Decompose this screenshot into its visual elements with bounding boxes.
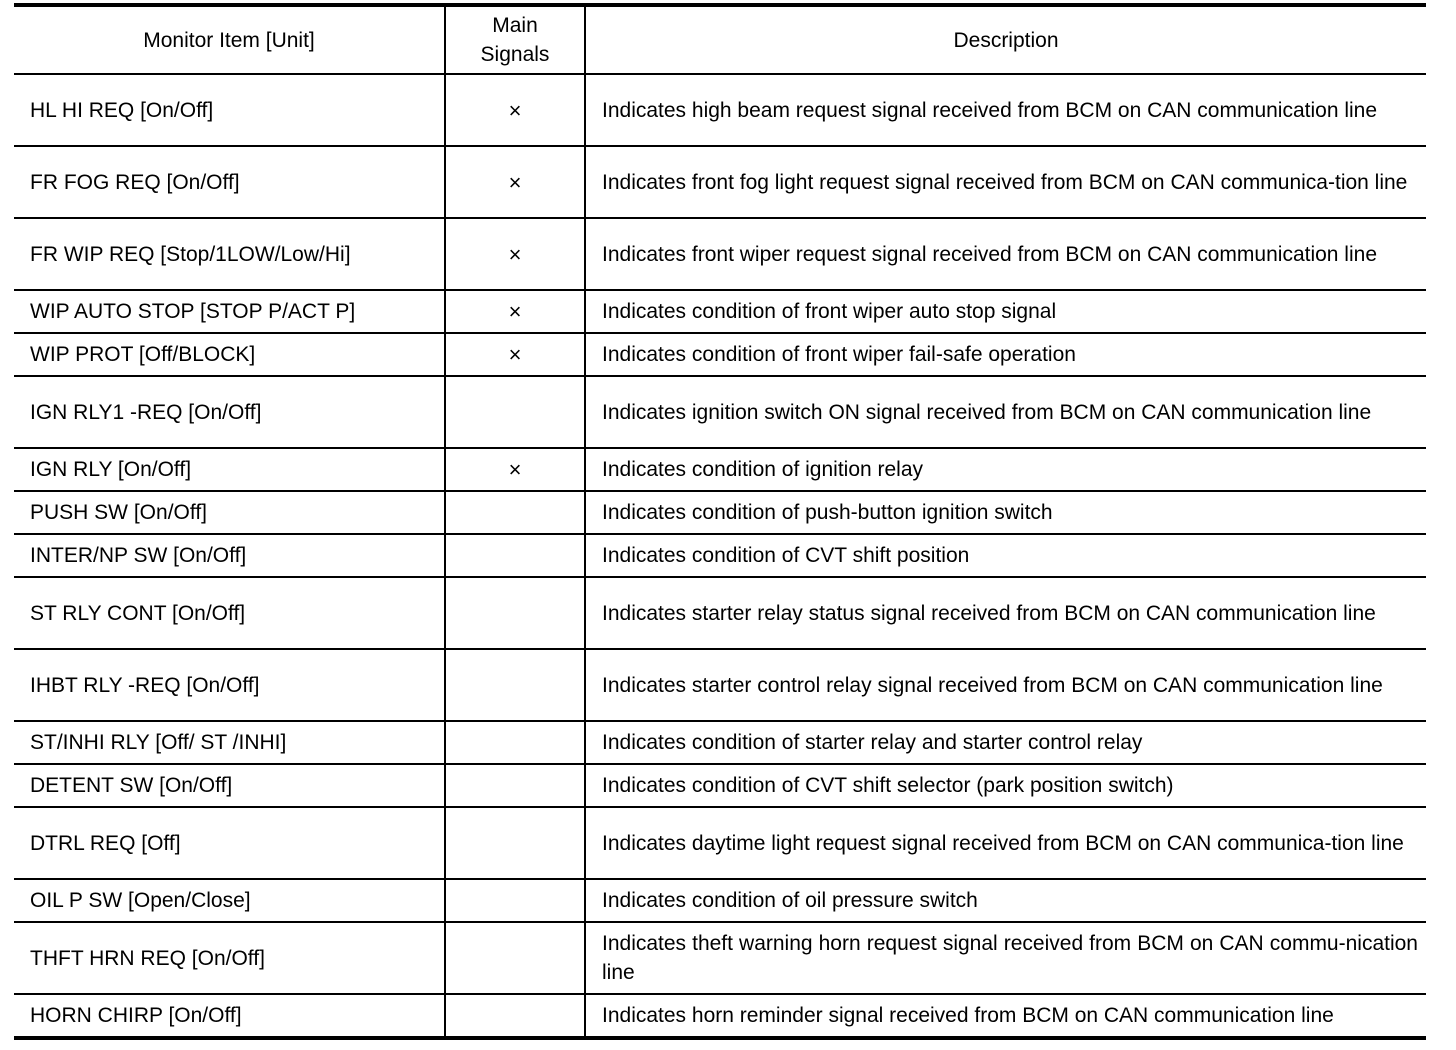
monitor-item-cell: IGN RLY1 -REQ [On/Off] [14, 376, 445, 448]
header-main-signals-line1: Main [492, 14, 538, 37]
description-cell: Indicates condition of oil pressure switch [585, 879, 1426, 922]
main-signal-cell: × [445, 333, 585, 376]
description-cell: Indicates ignition switch ON signal received from BCM on CAN communication line [585, 376, 1426, 448]
table-row [14, 376, 1426, 448]
header-description: Description [585, 5, 1426, 74]
header-monitor-item: Monitor Item [Unit] [14, 5, 445, 74]
monitor-item-cell: WIP PROT [Off/BLOCK] [14, 333, 445, 376]
table-row [14, 534, 1426, 577]
monitor-item-cell: THFT HRN REQ [On/Off] [14, 922, 445, 994]
table-row [14, 649, 1426, 721]
table-row [14, 146, 1426, 218]
main-signal-cell [445, 491, 585, 534]
monitor-item-cell: WIP AUTO STOP [STOP P/ACT P] [14, 290, 445, 333]
description-cell: Indicates front wiper request signal received from BCM on CAN communication line [585, 218, 1426, 290]
table-row [14, 807, 1426, 879]
monitor-item-cell: PUSH SW [On/Off] [14, 491, 445, 534]
monitor-item-cell: ST/INHI RLY [Off/ ST /INHI] [14, 721, 445, 764]
monitor-item-cell: IGN RLY [On/Off] [14, 448, 445, 491]
monitor-item-cell: DETENT SW [On/Off] [14, 764, 445, 807]
table-row [14, 218, 1426, 290]
table-row [14, 290, 1426, 333]
description-cell: Indicates theft warning horn request signal received from BCM on CAN commu-nication line [585, 922, 1426, 994]
description-cell: Indicates condition of starter relay and starter control relay [585, 721, 1426, 764]
description-cell: Indicates front fog light request signal received from BCM on CAN communica-tion line [585, 146, 1426, 218]
table-row [14, 448, 1426, 491]
main-signal-cell [445, 534, 585, 577]
monitor-item-cell: FR WIP REQ [Stop/1LOW/Low/Hi] [14, 218, 445, 290]
main-signal-cell: × [445, 290, 585, 333]
description-cell: Indicates condition of push-button ignition switch [585, 491, 1426, 534]
table-row [14, 721, 1426, 764]
monitor-item-cell: FR FOG REQ [On/Off] [14, 146, 445, 218]
monitor-item-cell: DTRL REQ [Off] [14, 807, 445, 879]
table-row [14, 577, 1426, 649]
description-cell: Indicates condition of CVT shift selector (park position switch) [585, 764, 1426, 807]
monitor-table-container [14, 3, 1426, 1040]
description-cell: Indicates high beam request signal received from BCM on CAN communication line [585, 74, 1426, 146]
description-cell: Indicates starter relay status signal received from BCM on CAN communication line [585, 577, 1426, 649]
monitor-item-cell: INTER/NP SW [On/Off] [14, 534, 445, 577]
description-cell: Indicates starter control relay signal received from BCM on CAN communication line [585, 649, 1426, 721]
monitor-item-cell: OIL P SW [Open/Close] [14, 879, 445, 922]
main-signal-cell [445, 577, 585, 649]
header-main-signals [445, 5, 585, 74]
main-signal-cell [445, 994, 585, 1038]
header-main-signals-line2: Signals [480, 43, 550, 66]
main-signal-cell: × [445, 146, 585, 218]
main-signal-cell [445, 879, 585, 922]
main-signal-cell [445, 922, 585, 994]
main-signal-cell [445, 807, 585, 879]
main-signal-cell [445, 649, 585, 721]
description-cell: Indicates condition of front wiper auto stop signal [585, 290, 1426, 333]
description-cell: Indicates horn reminder signal received from BCM on CAN communication line [585, 994, 1426, 1038]
table-row [14, 922, 1426, 994]
main-signal-cell [445, 764, 585, 807]
main-signal-cell [445, 376, 585, 448]
header-row [14, 5, 1426, 74]
table-row [14, 491, 1426, 534]
table-row [14, 74, 1426, 146]
table-row [14, 879, 1426, 922]
main-signal-cell: × [445, 74, 585, 146]
main-signal-cell [445, 721, 585, 764]
description-cell: Indicates daytime light request signal received from BCM on CAN communica-tion line [585, 807, 1426, 879]
description-cell: Indicates condition of front wiper fail-safe operation [585, 333, 1426, 376]
monitor-item-cell: HORN CHIRP [On/Off] [14, 994, 445, 1038]
table-row [14, 764, 1426, 807]
main-signal-cell: × [445, 218, 585, 290]
monitor-table [14, 3, 1426, 1040]
main-signal-cell: × [445, 448, 585, 491]
description-cell: Indicates condition of ignition relay [585, 448, 1426, 491]
table-row [14, 994, 1426, 1038]
monitor-item-cell: ST RLY CONT [On/Off] [14, 577, 445, 649]
monitor-item-cell: HL HI REQ [On/Off] [14, 74, 445, 146]
description-cell: Indicates condition of CVT shift position [585, 534, 1426, 577]
table-row [14, 333, 1426, 376]
monitor-item-cell: IHBT RLY -REQ [On/Off] [14, 649, 445, 721]
